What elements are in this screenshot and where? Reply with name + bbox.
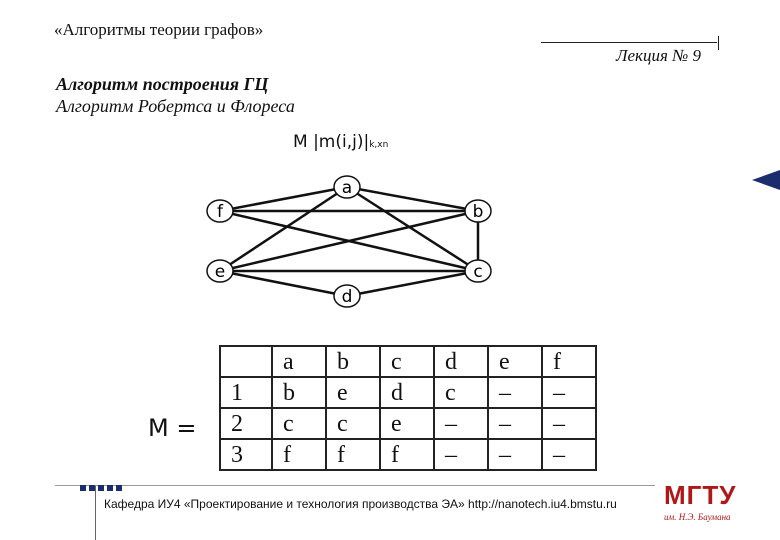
graph-node-f (207, 200, 233, 222)
header-rule-tick (718, 36, 719, 50)
adjacency-matrix-table (219, 345, 597, 471)
table-row (220, 377, 596, 408)
table-column-header: f (542, 346, 596, 377)
table-cell: f (380, 439, 434, 470)
footer-department: Кафедра ИУ4 «Проектирование и технология производства ЭА» http://nanotech.iu4.bmstu.ru (104, 497, 617, 511)
graph-diagram (196, 166, 516, 316)
matrix-formula-subscript: k,xn (369, 140, 389, 150)
graph-node-label: e (214, 262, 226, 282)
table-cell: – (542, 377, 596, 408)
table-cell: c (326, 408, 380, 439)
table-cell: e (380, 408, 434, 439)
course-title: «Алгоритмы теории графов» (54, 20, 264, 39)
table-cell: – (542, 439, 596, 470)
footer-rule (55, 485, 655, 486)
table-cell: e (326, 377, 380, 408)
table-cell: – (542, 408, 596, 439)
university-logo: МГТУ (664, 480, 737, 510)
graph-node-label: a (341, 178, 353, 198)
table-column-header: e (488, 346, 542, 377)
table-header-row (220, 346, 596, 377)
table-cell: d (380, 377, 434, 408)
graph-node-d (334, 285, 360, 307)
table-cell: c (434, 377, 488, 408)
table-cell: c (272, 408, 326, 439)
graph-node-b (465, 200, 491, 222)
table-corner-cell (220, 346, 272, 377)
table-row (220, 408, 596, 439)
table-cell: b (272, 377, 326, 408)
table-row-header: 2 (220, 408, 272, 439)
matrix-label: M = (148, 414, 197, 442)
table-column-header: d (434, 346, 488, 377)
slide-edge-marker-icon (752, 170, 780, 190)
slide-subtitle: Алгоритм Робертса и Флореса (56, 96, 295, 116)
matrix-formula-main: M |m(i,j)| (293, 132, 370, 152)
graph-node-label: d (341, 287, 353, 307)
table-row (220, 439, 596, 470)
table-column-header: b (326, 346, 380, 377)
footer-dots-icon (80, 478, 125, 496)
slide-title: Алгоритм построения ГЦ (56, 74, 269, 94)
table-row-header: 1 (220, 377, 272, 408)
table-column-header: c (380, 346, 434, 377)
university-logo-subtitle: им. Н.Э. Баумана (664, 512, 731, 522)
table-cell: – (488, 377, 542, 408)
graph-node-label: c (473, 262, 483, 282)
table-row-header: 3 (220, 439, 272, 470)
table-cell: – (488, 439, 542, 470)
graph-node-a (334, 176, 360, 198)
lecture-number: Лекция № 9 (616, 46, 701, 65)
header-rule (541, 42, 717, 43)
graph-node-label: f (217, 202, 223, 222)
table-cell: – (434, 439, 488, 470)
table-cell: f (326, 439, 380, 470)
graph-edge-e-d (220, 271, 347, 296)
table-column-header: a (272, 346, 326, 377)
table-cell: – (434, 408, 488, 439)
graph-node-e (207, 260, 233, 282)
graph-edge-c-d (347, 271, 478, 296)
graph-node-label: b (472, 202, 484, 222)
table-cell: – (488, 408, 542, 439)
table-cell: f (272, 439, 326, 470)
graph-node-c (465, 260, 491, 282)
matrix-formula (293, 132, 388, 152)
